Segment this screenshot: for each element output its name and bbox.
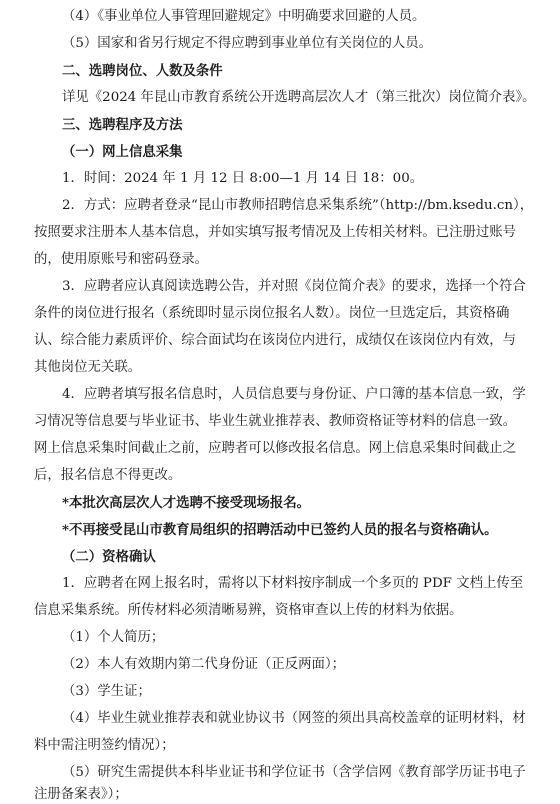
- text-line: 注册备案表》）；: [34, 787, 128, 802]
- text-line: 1．时间：2024 年 1 月 12 日 8:00—1 月 14 日 18：00。: [62, 171, 424, 186]
- text-line: 1．应聘者在网上报名时，需将以下材料按序制成一个多页的 PDF 文档上传至: [62, 576, 524, 591]
- text-line: （1）个人简历；: [62, 630, 165, 645]
- text-line: 后，报名信息不得更改。: [34, 468, 182, 483]
- text-line: 认、综合能力素质评价、综合面试均在该岗位内进行，成绩仅在该岗位内有效，与: [34, 333, 517, 348]
- text-line: 3．应聘者应认真阅读选聘公告，并对照《岗位简介表》的要求，选择一个符合: [62, 279, 526, 294]
- subsection-heading: （一）网上信息采集: [62, 144, 183, 160]
- section-heading: 三、选聘程序及方法: [62, 117, 183, 133]
- note-bold: *本批次高层次人才选聘不接受现场报名。: [62, 495, 311, 511]
- text-line: 2．方式：应聘者登录“昆山市教师招聘信息采集系统”（http://bm.ksedu.cn），: [62, 198, 534, 213]
- text-line: （4）《事业单位人事管理回避规定》中明确要求回避的人员。: [62, 9, 426, 24]
- subsection-heading: （二）资格确认: [62, 549, 156, 565]
- text-line: 料中需注明签约情况）；: [34, 738, 175, 753]
- text-line: 其他岗位无关联。: [34, 360, 142, 375]
- text-line: 按照要求注册本人基本信息，并如实填写报考情况及上传相关材料。已注册过账号: [34, 225, 517, 240]
- text-line: 习情况等信息要与毕业证书、毕业生就业推荐表、教师资格证等材料的信息一致。: [34, 414, 517, 429]
- text-line: （2）本人有效期内第二代身份证（正反两面）；: [62, 657, 346, 672]
- text-line: （5）研究生需提供本科毕业证书和学位证书（含学信网《教育部学历证书电子: [62, 765, 526, 780]
- note-bold: *不再接受昆山市教育局组织的招聘活动中已签约人员的报名与资格确认。: [62, 522, 498, 538]
- text-line: 信息采集系统。所传材料必须清晰易辨，资格审查以上传的材料为依据。: [34, 603, 463, 618]
- text-line: （4）毕业生就业推荐表和就业协议书（网签的须出具高校盖章的证明材料，材: [62, 711, 526, 726]
- section-heading: 二、选聘岗位、人数及条件: [62, 63, 223, 79]
- text-line: （5）国家和省另行规定不得应聘到事业单位有关岗位的人员。: [62, 36, 433, 51]
- text-line: 4．应聘者填写报名信息时，人员信息要与身份证、户口簿的基本信息一致，学: [62, 387, 526, 402]
- text-line: 的，使用原账号和密码登录。: [34, 252, 209, 267]
- text-line: （3）学生证；: [62, 684, 151, 699]
- text-line: 详见《2024 年昆山市教育系统公开选聘高层次人才（第三批次）岗位简介表》。: [62, 90, 536, 105]
- text-line: 条件的岗位进行报名（系统即时显示岗位报名人数）。岗位一旦选定后，其资格确: [34, 306, 510, 321]
- text-line: 网上信息采集时间截止之前，应聘者可以修改报名信息。网上信息采集时间截止之: [34, 441, 517, 456]
